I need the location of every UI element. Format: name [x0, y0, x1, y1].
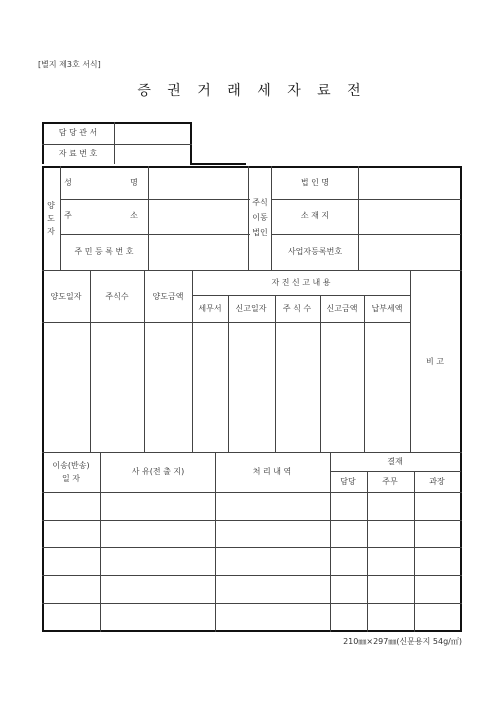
transfer-date-header: 양도일자 — [50, 292, 82, 301]
chief-header: 주무 — [382, 477, 398, 486]
remarks-header: 비 고 — [426, 357, 444, 366]
office-label: 담 당 관 서 — [58, 128, 98, 137]
company-section-label-3: 법인 — [252, 228, 268, 237]
reason-header: 사 유(전 출 지) — [131, 467, 185, 476]
report-shares-header: 주 식 수 — [282, 304, 312, 313]
head-header: 과장 — [429, 477, 445, 486]
self-report-header: 자 진 신 고 내 용 — [271, 278, 331, 287]
tax-office-header: 세무서 — [198, 304, 222, 313]
report-date-header: 신고일자 — [235, 304, 267, 313]
transferor-address-label-1: 주 — [64, 211, 72, 220]
record-no-label: 자 료 번 호 — [58, 149, 98, 158]
paper-spec: 210㎜×297㎜(신문용지 54g/㎡) — [343, 637, 462, 646]
report-amount-header: 신고금액 — [326, 304, 358, 313]
company-bizno-label: 사업자등록번호 — [287, 247, 343, 256]
approval-header: 결재 — [387, 457, 403, 466]
document-title: 증 권 거 래 세 자 료 전 — [137, 83, 367, 99]
transfer-date-label-1: 이송(반송) — [52, 461, 90, 470]
transfer-date-label-2: 일 자 — [62, 474, 80, 483]
company-section-label-1: 주식 — [252, 198, 268, 207]
form-label: [별지 제3호 서식] — [38, 60, 101, 69]
transfer-amount-header: 양도금액 — [152, 292, 184, 301]
company-name-label: 법 인 명 — [300, 178, 330, 187]
staff-header: 담당 — [340, 477, 356, 486]
transferor-name-label-2: 명 — [130, 178, 138, 187]
transferor-section-label-1: 양 — [47, 201, 55, 210]
transferor-section-label-2: 도 — [47, 214, 55, 223]
result-header: 처 리 내 역 — [252, 467, 292, 476]
transferor-address-label-2: 소 — [130, 211, 138, 220]
transferor-name-label-1: 성 — [64, 178, 72, 187]
shares-header: 주식수 — [105, 292, 129, 301]
transferor-id-label: 주 민 등 록 번 호 — [74, 247, 134, 256]
company-section-label-2: 이동 — [252, 213, 268, 222]
company-location-label: 소 재 지 — [300, 211, 330, 220]
paid-tax-header: 납부세액 — [371, 304, 403, 313]
transferor-section-label-3: 자 — [47, 227, 55, 236]
